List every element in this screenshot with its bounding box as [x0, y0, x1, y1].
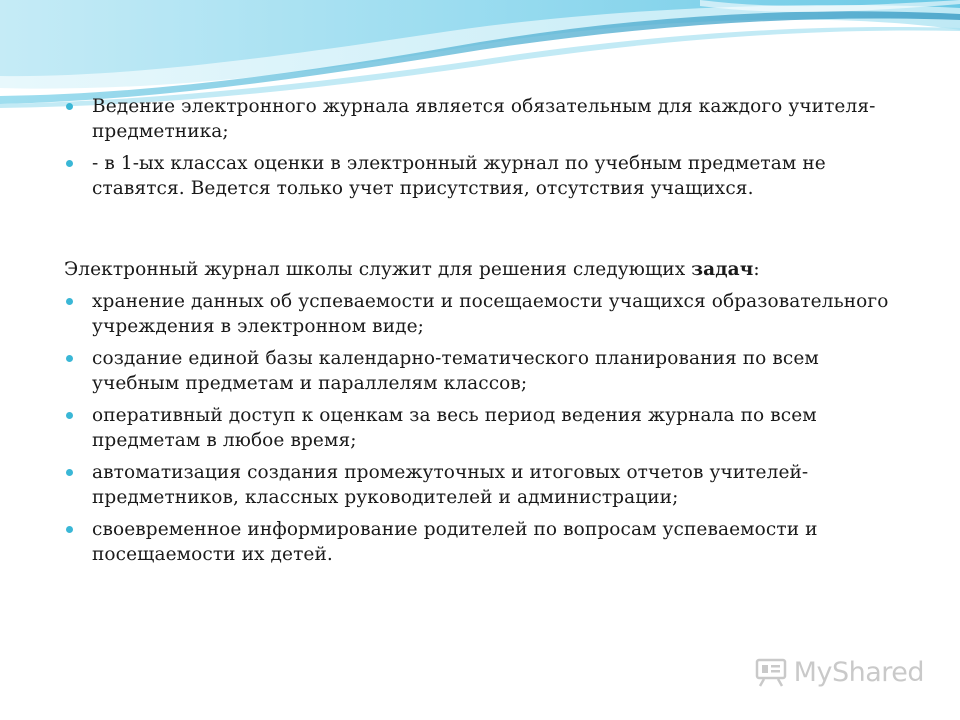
task-bullet-list: [64, 289, 904, 567]
tasks-intro: [64, 257, 904, 282]
bullet-dot-icon: [66, 103, 73, 110]
intro-text: Электронный журнал школы служит для решения следующих: [64, 259, 692, 280]
list-item-text: - в 1-ых классах оценки в электронный журнал по учебным предметам не ставятся. Ведется только учет присутствия, отсутствия учащихся.: [92, 153, 826, 199]
bullet-dot-icon: [66, 412, 73, 419]
list-item-text: автоматизация создания промежуточных и итоговых отчетов учителей-предметников, классных руководителей и администрации;: [92, 462, 809, 508]
watermark-text: MyShared: [793, 656, 924, 688]
list-item: [64, 460, 904, 510]
bullet-dot-icon: [66, 160, 73, 167]
intro-colon: :: [753, 259, 760, 280]
list-item-text: оперативный доступ к оценкам за весь период ведения журнала по всем предметам в любое время;: [92, 405, 817, 451]
watermark: [754, 654, 924, 690]
list-item: [64, 346, 904, 396]
list-item: [64, 94, 904, 144]
top-bullet-list: [64, 94, 904, 201]
list-item: [64, 289, 904, 339]
list-item-text: своевременное информирование родителей по вопросам успеваемости и посещаемости их детей.: [92, 519, 818, 565]
intro-bold-word: задач: [691, 259, 754, 280]
slide-content: [64, 94, 904, 574]
bullet-dot-icon: [66, 298, 73, 305]
list-item: [64, 403, 904, 453]
bullet-dot-icon: [66, 526, 73, 533]
list-item: [64, 151, 904, 201]
list-item-text: хранение данных об успеваемости и посещаемости учащихся образовательного учреждения в электронном виде;: [92, 291, 889, 337]
list-item: [64, 517, 904, 567]
list-item-text: создание единой базы календарно-тематического планирования по всем учебным предметам и параллелям классов;: [92, 348, 819, 394]
bullet-dot-icon: [66, 469, 73, 476]
list-item-text: Ведение электронного журнала является обязательным для каждого учителя-предметника;: [92, 96, 876, 142]
bullet-dot-icon: [66, 355, 73, 362]
chalkboard-icon: [754, 657, 788, 687]
